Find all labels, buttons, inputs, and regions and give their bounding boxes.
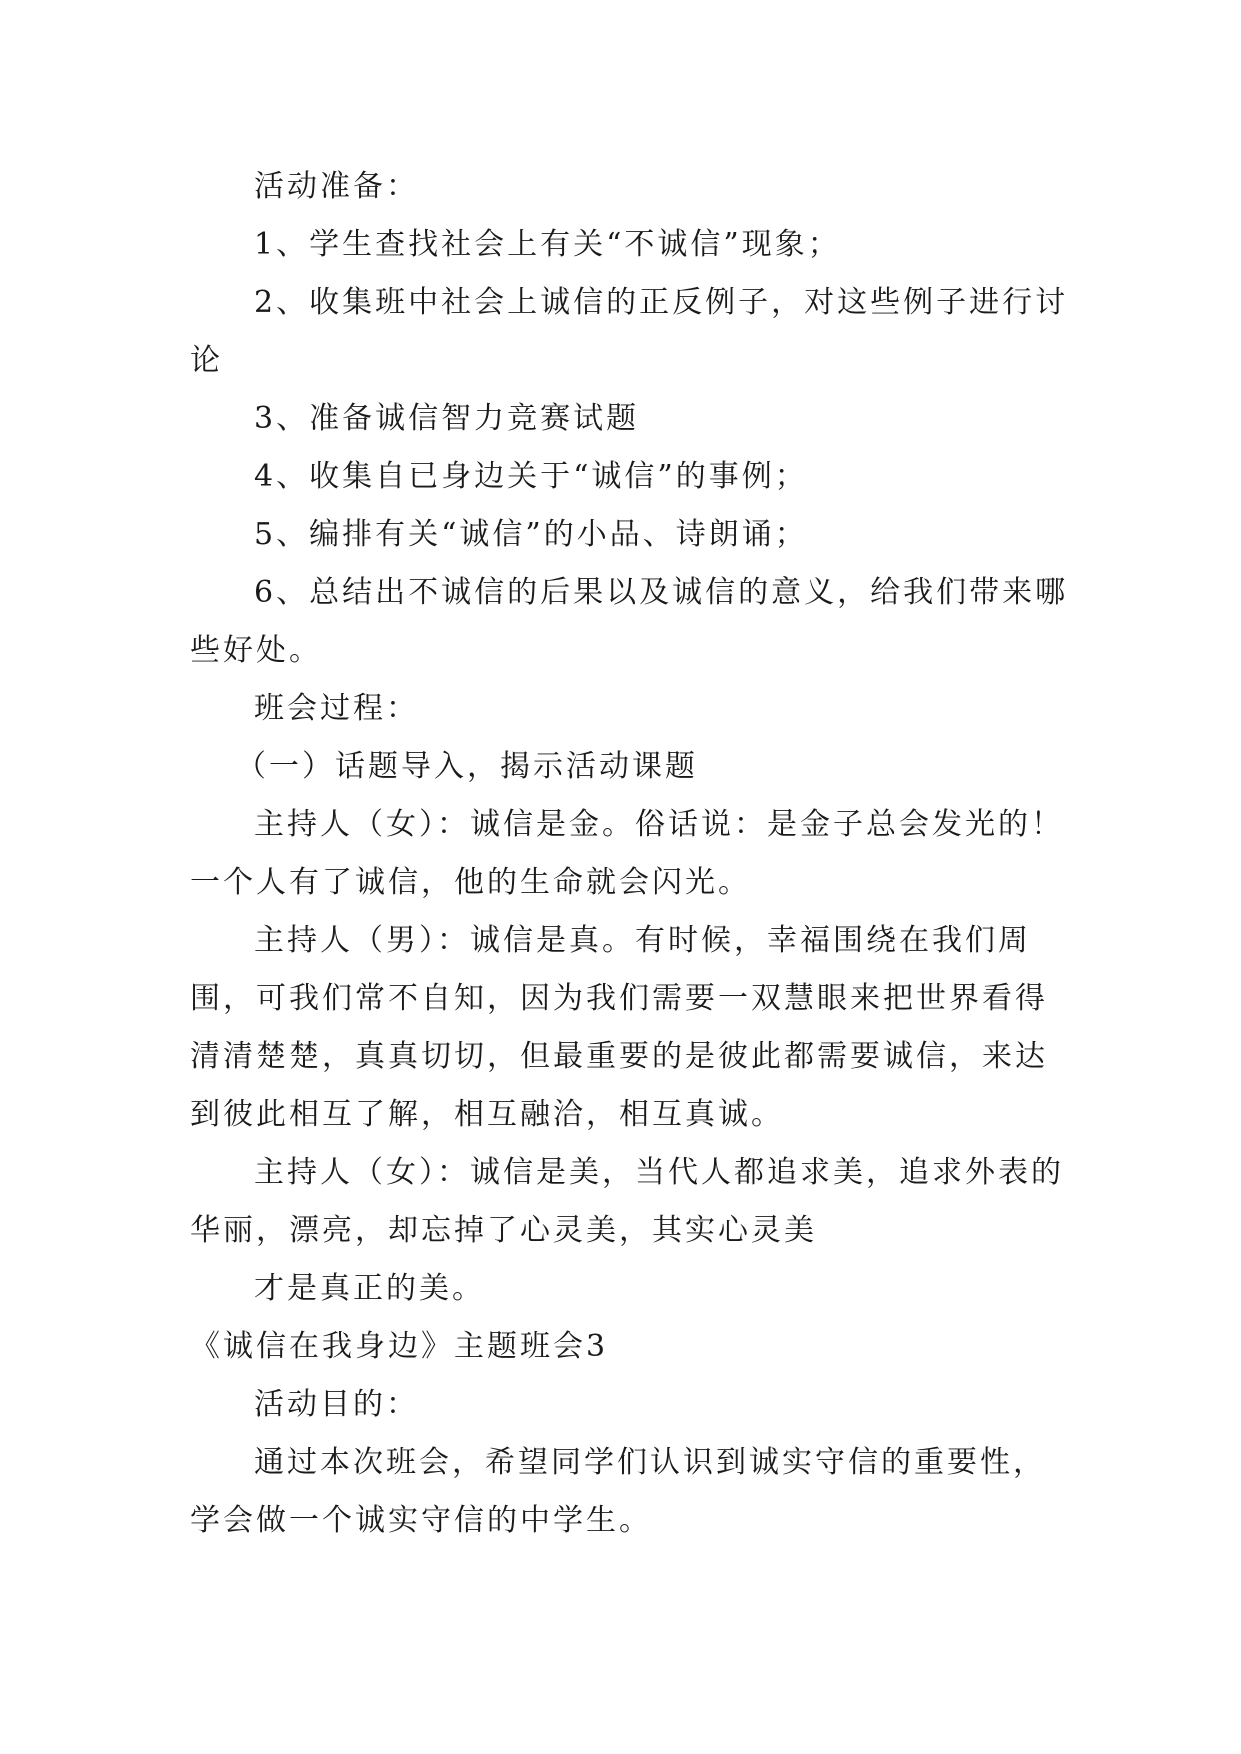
paragraph-process-heading: 班会过程： <box>254 691 419 726</box>
paragraph-section-one: （一）话题导入，揭示活动课题 <box>236 749 698 784</box>
paragraph-item-4: 4、收集自已身边关于“诚信”的事例； <box>254 459 808 494</box>
paragraph-host-female-2-cont: 才是真正的美。 <box>254 1271 485 1306</box>
paragraph-item-5: 5、编排有关“诚信”的小品、诗朗诵； <box>254 517 808 552</box>
paragraph-item-3: 3、准备诚信智力竞赛试题 <box>254 401 640 436</box>
paragraph-activity-prep-heading: 活动准备： <box>254 169 419 204</box>
paragraph-host-female-1: 主持人（女）：诚信是金。俗话说：是金子总会发光的！一个人有了诚信，他的生命就会闪光。 <box>190 807 1064 900</box>
paragraph-host-female-2: 主持人（女）：诚信是美，当代人都追求美，追求外表的华丽，漂亮，却忘掉了心灵美，其实心灵美 <box>190 1155 1064 1248</box>
section-title: 《诚信在我身边》主题班会3 <box>190 1329 609 1364</box>
paragraph-purpose-text: 通过本次班会，希望同学们认识到诚实守信的重要性，学会做一个诚实守信的中学生。 <box>190 1445 1046 1538</box>
paragraph-host-male: 主持人（男）：诚信是真。有时候，幸福围绕在我们周围，可我们常不自知，因为我们需要一双慧眼来把世界看得清清楚楚，真真切切，但最重要的是彼此都需要诚信，来达到彼此相互了解，相互融洽，相互真诚。 <box>190 923 1048 1132</box>
paragraph-purpose-heading: 活动目的： <box>254 1387 419 1422</box>
paragraph-item-1: 1、学生查找社会上有关“不诚信”现象； <box>254 227 841 262</box>
paragraph-item-2: 2、收集班中社会上诚信的正反例子，对这些例子进行讨论 <box>190 285 1069 378</box>
document-body <box>190 158 1070 1550</box>
paragraph-item-6: 6、总结出不诚信的后果以及诚信的意义，给我们带来哪些好处。 <box>190 575 1069 668</box>
